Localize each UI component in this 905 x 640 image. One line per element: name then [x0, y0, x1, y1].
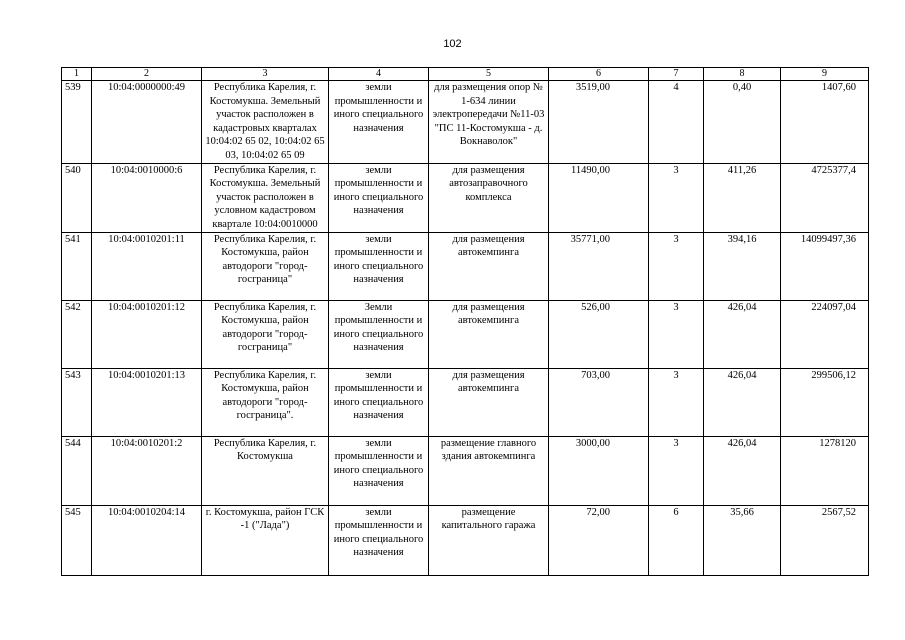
cadastral-cost: 14099497,36 — [781, 232, 869, 300]
row-number: 541 — [62, 232, 92, 300]
table-row — [62, 505, 869, 575]
address: Республика Карелия, г. Костомукша. Земельный участок расположен в условном кадастровом квартале 10:04:0010000 — [202, 163, 329, 232]
area: 3000,00 — [549, 436, 649, 505]
cadastral-cost: 1407,60 — [781, 81, 869, 164]
area: 703,00 — [549, 368, 649, 436]
permitted-use: для размещения автокемпинга — [429, 300, 549, 368]
table-row — [62, 81, 869, 164]
cadastral-cost: 224097,04 — [781, 300, 869, 368]
cadastral-number: 10:04:0000000:49 — [92, 81, 202, 164]
row-number: 544 — [62, 436, 92, 505]
rate: 426,04 — [704, 436, 781, 505]
rate: 426,04 — [704, 300, 781, 368]
land-category: земли промышленности и иного специального назначения — [329, 163, 429, 232]
rate: 0,40 — [704, 81, 781, 164]
col-header-9: 9 — [781, 68, 869, 81]
table-row — [62, 436, 869, 505]
col-header-2: 2 — [92, 68, 202, 81]
page-number: 102 — [443, 38, 462, 50]
address: Республика Карелия, г. Костомукша, район автодороги "город-госграница" — [202, 232, 329, 300]
col-header-4: 4 — [329, 68, 429, 81]
table-row — [62, 163, 869, 232]
col-header-1: 1 — [62, 68, 92, 81]
area: 11490,00 — [549, 163, 649, 232]
permitted-use: размещение главного здания автокемпинга — [429, 436, 549, 505]
area: 3519,00 — [549, 81, 649, 164]
rate: 35,66 — [704, 505, 781, 575]
permitted-use: размещение капитального гаража — [429, 505, 549, 575]
group: 3 — [649, 300, 704, 368]
col-header-5: 5 — [429, 68, 549, 81]
address: Республика Карелия, г. Костомукша — [202, 436, 329, 505]
group: 3 — [649, 163, 704, 232]
cadastral-cost: 299506,12 — [781, 368, 869, 436]
address: г. Костомукша, район ГСК -1 ("Лада") — [202, 505, 329, 575]
permitted-use: для размещения автокемпинга — [429, 368, 549, 436]
group: 3 — [649, 232, 704, 300]
area: 72,00 — [549, 505, 649, 575]
cadastral-cost: 4725377,4 — [781, 163, 869, 232]
rate: 394,16 — [704, 232, 781, 300]
cadastral-number: 10:04:0010000:6 — [92, 163, 202, 232]
col-header-7: 7 — [649, 68, 704, 81]
col-header-6: 6 — [549, 68, 649, 81]
land-plots-table — [61, 67, 869, 576]
cadastral-number: 10:04:0010201:13 — [92, 368, 202, 436]
address: Республика Карелия, г. Костомукша, район автодороги "город-госграница". — [202, 368, 329, 436]
row-number: 540 — [62, 163, 92, 232]
area: 526,00 — [549, 300, 649, 368]
row-number: 543 — [62, 368, 92, 436]
permitted-use: для размещения опор № 1-634 линии электропередачи №11-03 "ПС 11-Костомукша - д. Вокнаволок" — [429, 81, 549, 164]
table-row — [62, 232, 869, 300]
table-row — [62, 300, 869, 368]
col-header-8: 8 — [704, 68, 781, 81]
land-category: Земли промышленности и иного специального назначения — [329, 300, 429, 368]
group: 3 — [649, 368, 704, 436]
land-category: земли промышленности и иного специального назначения — [329, 436, 429, 505]
cadastral-number: 10:04:0010201:12 — [92, 300, 202, 368]
permitted-use: для размещения автокемпинга — [429, 232, 549, 300]
land-category: земли промышленности и иного специального назначения — [329, 81, 429, 164]
area: 35771,00 — [549, 232, 649, 300]
address: Республика Карелия, г. Костомукша. Земельный участок расположен в кадастровых кварталах 10:04:02 65 02, 10:04:02 65 03, 10:04:02 65 09 — [202, 81, 329, 164]
table-header-row — [62, 68, 869, 81]
group: 6 — [649, 505, 704, 575]
land-category: земли промышленности и иного специального назначения — [329, 232, 429, 300]
rate: 411,26 — [704, 163, 781, 232]
table-row — [62, 368, 869, 436]
rate: 426,04 — [704, 368, 781, 436]
cadastral-number: 10:04:0010204:14 — [92, 505, 202, 575]
address: Республика Карелия, г. Костомукша, район автодороги "город-госграница" — [202, 300, 329, 368]
group: 3 — [649, 436, 704, 505]
row-number: 545 — [62, 505, 92, 575]
cadastral-number: 10:04:0010201:11 — [92, 232, 202, 300]
group: 4 — [649, 81, 704, 164]
row-number: 542 — [62, 300, 92, 368]
cadastral-cost: 1278120 — [781, 436, 869, 505]
cadastral-number: 10:04:0010201:2 — [92, 436, 202, 505]
col-header-3: 3 — [202, 68, 329, 81]
land-category: земли промышленности и иного специального назначения — [329, 368, 429, 436]
land-category: земли промышленности и иного специального назначения — [329, 505, 429, 575]
permitted-use: для размещения автозаправочного комплекса — [429, 163, 549, 232]
cadastral-cost: 2567,52 — [781, 505, 869, 575]
row-number: 539 — [62, 81, 92, 164]
